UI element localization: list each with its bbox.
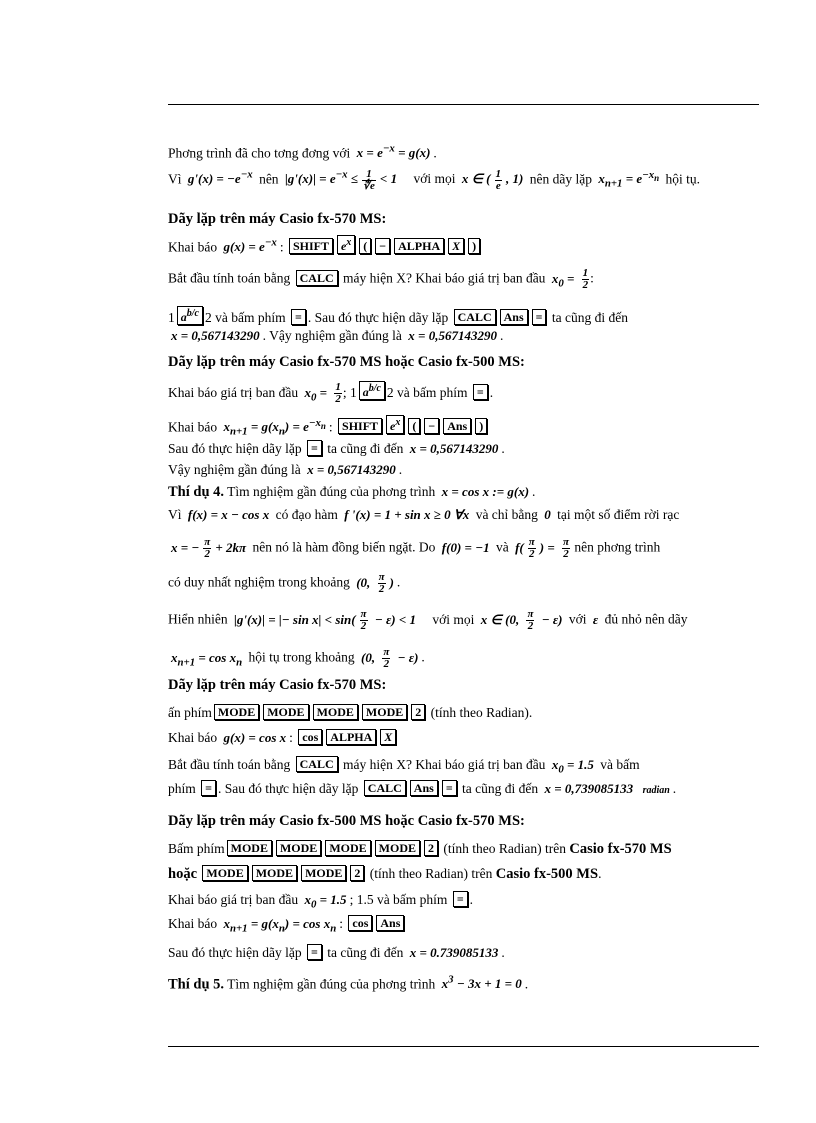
key-calc: CALC: [296, 270, 338, 286]
text-line: x = − $\frac{\pi}{2}$ + 2kπ nên nó là hàm đồng biến ngặt. Do f(0) = −1 và f( $\frac{\pi}{2}$ ) = $\frac{\pi}{2}$ nên phơng trình: [171, 536, 661, 560]
key-minus: −: [375, 238, 390, 254]
key-shift: SHIFT: [338, 418, 382, 434]
key-alpha: ALPHA: [394, 238, 444, 254]
key-ans: Ans: [376, 915, 404, 931]
key-open-paren: (: [408, 418, 420, 434]
header-rule: [168, 104, 759, 105]
text-line: Khai báo $g(x) = e^{-x}$ : SHIFT $e^x$ ( − ALPHA X ): [168, 234, 482, 256]
key-2: 2: [350, 865, 364, 881]
text-line: Bấm phím MODE MODE MODE MODE 2 (tính theo Radian) trên Casio fx-570 MS: [168, 841, 672, 857]
key-mode: MODE: [362, 704, 407, 720]
key-mode: MODE: [375, 840, 420, 856]
key-2: 2: [424, 840, 438, 856]
key-shift: SHIFT: [289, 238, 333, 254]
key-ans: Ans: [410, 780, 438, 796]
key-equals: =: [201, 780, 216, 796]
key-calc: CALC: [454, 309, 496, 325]
key-fraction: $a^{b/c}$: [359, 381, 385, 400]
key-cos: cos: [298, 729, 322, 745]
section-heading: Dãy lặp trên máy Casio fx-570 MS:: [168, 677, 387, 693]
section-heading: Dãy lặp trên máy Casio fx-500 MS hoặc Casio fx-570 MS:: [168, 813, 525, 829]
text-line: 1 $a^{b/c}$ 2 và bấm phím = . Sau đó thực hiện dãy lặp CALC Ans = ta cũng đi đến: [168, 308, 628, 325]
key-cos: cos: [348, 915, 372, 931]
key-mode: MODE: [313, 704, 358, 720]
key-equals: =: [307, 944, 322, 960]
key-close-paren: ): [468, 238, 480, 254]
footer-rule: [168, 1046, 759, 1047]
key-minus: −: [424, 418, 439, 434]
key-equals: =: [532, 309, 547, 325]
text-line: $x_{n+1} = \cos x_n$ hội tụ trong khoảng (0, $\frac{\pi}{2}$ − ε) .: [171, 646, 425, 670]
key-mode: MODE: [325, 840, 370, 856]
key-2: 2: [411, 704, 425, 720]
key-open-paren: (: [359, 238, 371, 254]
key-x: X: [448, 238, 464, 254]
key-equals: =: [307, 440, 322, 456]
text-line: Sau đó thực hiện dãy lặp = ta cũng đi đến x = 0,567143290 .: [168, 441, 505, 456]
key-close-paren: ): [475, 418, 487, 434]
text-line: Khai báo $x_{n+1} = g(x_n) = e^{-x_n}$ : SHIFT $e^x$ ( − Ans ): [168, 414, 489, 441]
text-line: Khai báo giá trị ban đầu $x_0$ = $\frac{1}{2}$ ; 1 $a^{b/c}$ 2 và bấm phím = .: [168, 381, 494, 406]
key-mode: MODE: [252, 865, 297, 881]
key-mode: MODE: [214, 704, 259, 720]
text-line: Khai báo g(x) = cos x : cos ALPHA X: [168, 729, 398, 747]
key-calc: CALC: [364, 780, 406, 796]
text-line: Khai báo giá trị ban đầu $x_0 = 1.5$ ; 1.5 và bấm phím = .: [168, 892, 474, 911]
text-line: Vì f(x) = x − cos x có đạo hàm f '(x) = 1 + sin x ≥ 0 ∀x và chỉ bằng 0 tại một số điểm rời rạc: [168, 507, 680, 522]
text-line: ấn phím MODE MODE MODE MODE 2 (tính theo Radian).: [168, 705, 533, 720]
text-line: Thí dụ 5. Tìm nghiệm gần đúng của phơng trình $x^3 - 3x + 1 = 0$ .: [168, 974, 529, 993]
text-line: Vì $g'(x) = -e^{-x}$ nên $|g'(x)| = e^{-x}$ ≤ $\frac{1}{∜e}$ < 1 với mọi x ∈ ( $\frac{1}{e}$ , 1) nên dãy lặp $x_{n+1} = e^{-x_n}$ hội tụ.: [168, 167, 701, 192]
section-heading: Dãy lặp trên máy Casio fx-570 MS:: [168, 211, 387, 227]
key-equals: =: [442, 780, 457, 796]
key-alpha: ALPHA: [326, 729, 376, 745]
key-fraction: $a^{b/c}$: [177, 306, 203, 325]
key-equals: =: [291, 309, 306, 325]
text-line: có duy nhất nghiệm trong khoảng (0, $\frac{\pi}{2}$ ) .: [168, 571, 401, 595]
fraction: $\frac{1}{∜e}$: [363, 167, 375, 192]
key-equals: =: [453, 891, 468, 907]
key-mode: MODE: [276, 840, 321, 856]
text-line: phím = . Sau đó thực hiện dãy lặp CALC Ans = ta cũng đi đến x = 0,739085133 radian .: [168, 781, 677, 796]
text-line: hoặc MODE MODE MODE 2 (tính theo Radian) trên Casio fx-500 MS.: [168, 866, 602, 882]
key-equals: =: [473, 384, 488, 400]
text-line: Vậy nghiệm gần đúng là x = 0,567143290 .: [168, 462, 403, 477]
key-ans: Ans: [500, 309, 528, 325]
key-exp: $e^x$: [337, 235, 355, 254]
text-line: Thí dụ 4. Tìm nghiệm gần đúng của phơng trình x = cos x := g(x) .: [168, 484, 536, 500]
text-line: Sau đó thực hiện dãy lặp = ta cũng đi đến x = 0.739085133 .: [168, 945, 505, 960]
text-line: Hiển nhiên |g'(x)| = |− sin x| < sin( $\frac{\pi}{2}$ − ε) < 1 với mọi x ∈ (0, $\frac{\pi}{2}$ − ε) với ε đủ nhỏ nên dãy: [168, 608, 688, 632]
text-line: x = 0,567143290 . Vậy nghiệm gần đúng là x = 0,567143290 .: [171, 328, 504, 343]
key-mode: MODE: [227, 840, 272, 856]
key-mode: MODE: [263, 704, 308, 720]
key-exp: $e^x$: [386, 415, 404, 434]
text-line: Khai báo $x_{n+1} = g(x_n) = \cos x_n$ : cos Ans: [168, 915, 406, 938]
key-mode: MODE: [202, 865, 247, 881]
text-line: Bắt đầu tính toán bằng CALC máy hiện X? Khai báo giá trị ban đầu $x_0$ = $\frac{1}{2}$ :: [168, 267, 594, 291]
key-calc: CALC: [296, 756, 338, 772]
key-mode: MODE: [301, 865, 346, 881]
text-line: Bắt đầu tính toán bằng CALC máy hiện X? Khai báo giá trị ban đầu $x_0 = 1.5$ và bấm: [168, 757, 640, 776]
key-ans: Ans: [443, 418, 471, 434]
key-x: X: [380, 729, 396, 745]
section-heading: Dãy lặp trên máy Casio fx-570 MS hoặc Casio fx-500 MS:: [168, 354, 525, 370]
math: $x = e^{-x} = g(x)$: [356, 143, 431, 161]
text-line: Phơng trình đã cho tơng đơng với $x = e^{-x} = g(x)$ .: [168, 143, 437, 161]
